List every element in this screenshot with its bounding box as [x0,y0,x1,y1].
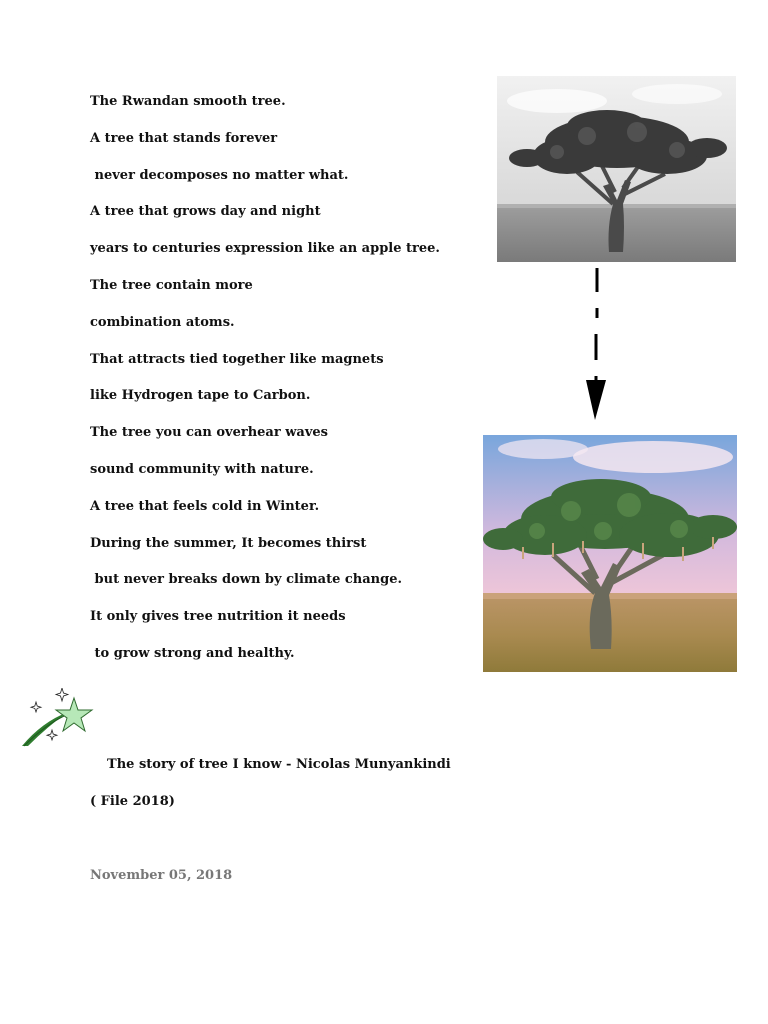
poem-line: like Hydrogen tape to Carbon. [90,388,311,404]
poem [90,93,450,682]
poem-line: A tree that grows day and night [90,204,321,220]
tree-photo-color [483,435,737,672]
story-title: The story of tree I know - Nicolas Munyankindi [98,757,451,772]
poem-line: The tree you can overhear waves [90,425,328,441]
poem-line: A tree that feels cold in Winter. [90,498,320,514]
date: November 05, 2018 [90,868,233,883]
dashed-down-arrow-icon [580,264,610,424]
poem-line: During the summer, It becomes thirst [90,535,367,551]
shooting-star-icon [18,688,94,750]
poem-line: The tree contain more [90,277,253,293]
poem-line: but never breaks down by climate change. [90,572,403,588]
tree-photo-grayscale [497,76,736,262]
poem-line: It only gives tree nutrition it needs [90,609,346,625]
poem-line: years to centuries expression like an apple tree. [90,241,440,257]
poem-line: The Rwandan smooth tree. [90,94,286,109]
poem-line: to grow strong and healthy. [90,645,295,661]
poem-line: A tree that stands forever [90,130,278,146]
file-year: ( File 2018) [90,794,175,809]
poem-line: sound community with nature. [90,461,314,477]
poem-line: never decomposes no matter what. [90,167,349,183]
poem-line: That attracts tied together like magnets [90,351,384,367]
poem-line: combination atoms. [90,314,235,330]
